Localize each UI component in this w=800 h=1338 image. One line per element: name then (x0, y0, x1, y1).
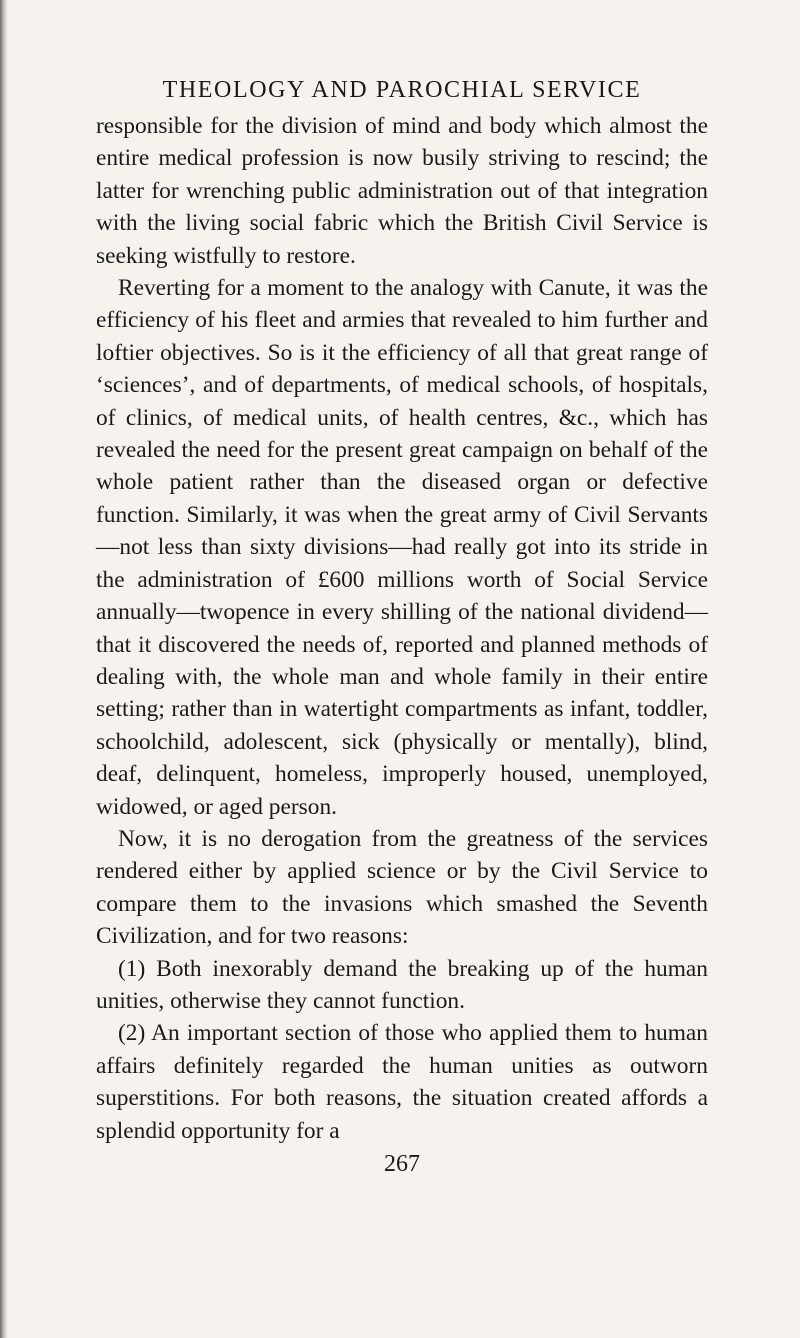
body-text (96, 110, 708, 1147)
page-gutter-shadow (0, 0, 8, 1338)
book-page (96, 74, 708, 1179)
paragraph-canute-analogy: Reverting for a moment to the analogy with Canute, it was the efficiency of his fleet and armies that revealed to him further and loftier objectives. So is it the efficiency of all that great range of ‘sciences’, and of departments, of medical schools, of hospitals, of clinics, of medical units, of health centres, &c., which has revealed the need for the present great campaign on behalf of the whole patient rather than the diseased organ or defective function. Similarly, it was when the great army of Civil Servants—not less than sixty divisions—had really got into its stride in the administration of £600 millions worth of Social Service annually—twopence in every shilling of the national dividend—that it discovered the needs of, reported and planned methods of dealing with, the whole man and whole family in their entire setting; rather than in watertight compartments as infant, toddler, schoolchild, adolescent, sick (physically or mentally), blind, deaf, delinquent, homeless, improperly housed, unemployed, widowed, or aged person. (96, 275, 708, 820)
paragraph-derogation: Now, it is no derogation from the greatness of the services rendered either by applied science or by the Civil Service to compare them to the invasions which smashed the Seventh Civilization, and for two reasons: (96, 825, 708, 950)
paragraph-continued: responsible for the division of mind and body which almost the entire medical profession is now busily striving to rescind; the latter for wrenching public administration out of that integration with the living social fabric which the British Civil Service is seeking wistfully to restore. (96, 113, 708, 269)
paragraph-reason-2: (2) An important section of those who applied them to human affairs definitely regarded the human unities as outworn superstitions. For both reasons, the situation created affords a splendid opportunity for a (96, 1020, 708, 1144)
paragraph-reason-1: (1) Both inexorably demand the breaking up of the human unities, otherwise they cannot function. (96, 955, 708, 1014)
running-head: THEOLOGY AND PAROCHIAL SERVICE (162, 77, 642, 103)
page-number: 267 (384, 1151, 420, 1177)
